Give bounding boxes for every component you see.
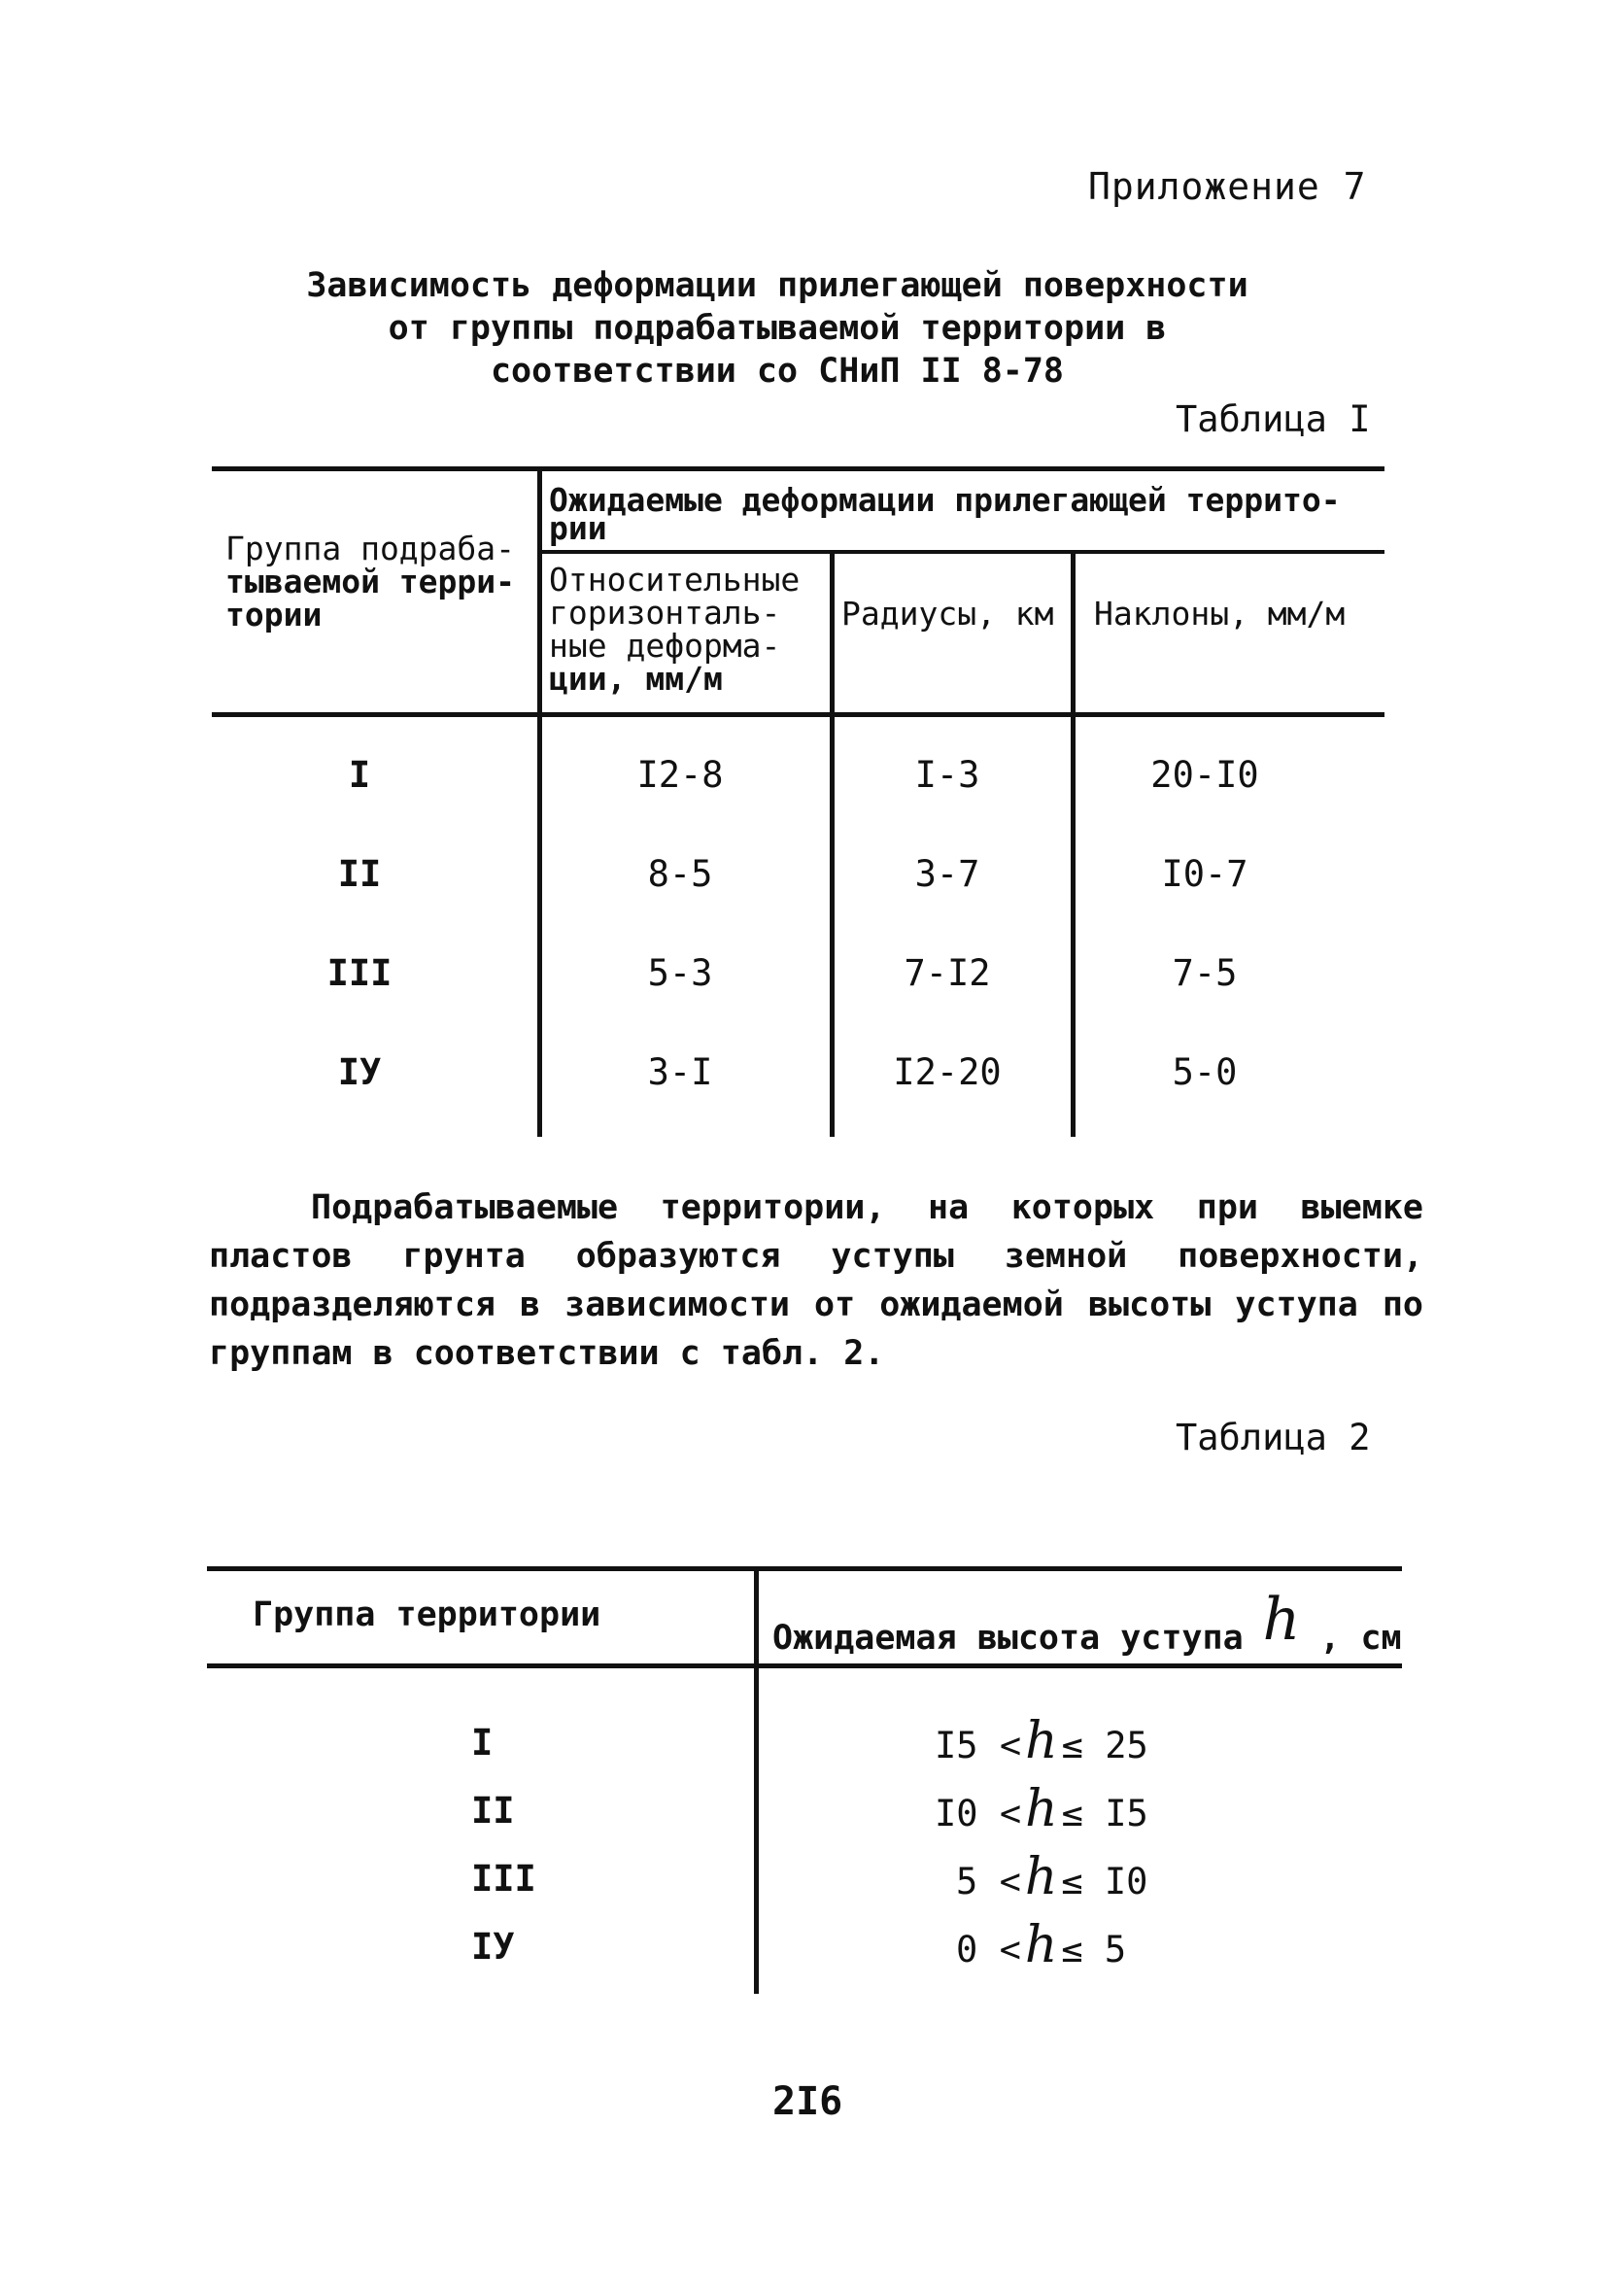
t2-row3-low: 5 <box>956 1861 978 1902</box>
t2-row2-group: II <box>471 1790 515 1832</box>
t1-row2-group: II <box>337 853 382 895</box>
t1-row3-tilt: 7-5 <box>1172 952 1238 994</box>
t2-row4-range <box>956 1916 1126 1974</box>
t2-row1-high: 25 <box>1105 1725 1148 1766</box>
appendix-label: Приложение 7 <box>1088 165 1367 208</box>
t2-row3-high: I0 <box>1104 1861 1148 1902</box>
table1-caption: Таблица I <box>1176 398 1371 440</box>
t2-col2-header-unit: , см <box>1319 1619 1402 1658</box>
t1-span-header <box>549 481 1341 547</box>
t2-col1-header: Группа территории <box>253 1595 601 1634</box>
t2-row2-low: I0 <box>935 1793 978 1834</box>
t2-row3-op2: ≤ <box>1061 1861 1083 1902</box>
t1-sub1-l1: Относительные <box>549 561 801 599</box>
t2-row1-group: I <box>471 1722 494 1764</box>
h-symbol: h <box>1262 1586 1301 1654</box>
table1-vrule-1 <box>537 466 542 1137</box>
title-line-1: Зависимость деформации прилегающей поверхности <box>306 266 1248 305</box>
t2-row1-op2: ≤ <box>1061 1725 1083 1766</box>
body-paragraph: Подрабатываемые территории, на которых при выемке пластов грунта образуются уступы земной поверхности, подразделяются в зависимости от ожидаемой высоты уступа по группам в соответствии с табл. 2. <box>209 1188 1423 1373</box>
title-line-2: от группы подрабатываемой территории в <box>388 309 1167 348</box>
table2-vrule <box>754 1566 759 1994</box>
t2-row1-sym: h <box>1025 1712 1058 1770</box>
table1-subheader-rule <box>537 550 1384 554</box>
t1-row2-tilt: I0-7 <box>1161 853 1248 895</box>
t1-row3-radius: 7-I2 <box>904 952 991 994</box>
t2-row2-sym: h <box>1025 1780 1058 1838</box>
t1-span-header-l2: рии <box>549 509 607 547</box>
t1-col1-header-l2: тываемой терри- <box>225 563 516 600</box>
t2-row4-group: IУ <box>471 1926 515 1968</box>
t2-row2-high: I5 <box>1105 1793 1148 1834</box>
t1-row4-rel: 3-I <box>647 1051 713 1093</box>
t2-row3-sym: h <box>1024 1848 1058 1906</box>
t2-row4-sym: h <box>1024 1916 1058 1974</box>
table1-top-rule <box>212 466 1384 471</box>
t1-span-header-l1: Ожидаемые деформации прилегающей террито- <box>549 481 1341 519</box>
t2-row4-op2: ≤ <box>1061 1929 1083 1970</box>
t1-col1-header <box>225 532 515 632</box>
t1-row3-rel: 5-3 <box>647 952 713 994</box>
t1-sub2-header: Радиусы, км <box>841 595 1054 633</box>
t1-sub1-header <box>549 561 801 698</box>
page-number: 2I6 <box>772 2079 843 2124</box>
t1-row2-rel: 8-5 <box>647 853 713 895</box>
table1-vrule-3 <box>1071 550 1076 1137</box>
t2-row2-op2: ≤ <box>1061 1793 1083 1834</box>
t1-row2-radius: 3-7 <box>914 853 980 895</box>
t1-sub1-l4: ции, мм/м <box>549 660 723 698</box>
t1-sub3-header: Наклоны, мм/м <box>1094 595 1346 633</box>
table1-header-bottom-rule <box>212 712 1384 717</box>
t2-row4-high: 5 <box>1104 1929 1127 1970</box>
t1-row1-radius: I-3 <box>914 754 980 796</box>
t2-row1-op1: < <box>999 1725 1022 1766</box>
t1-row4-tilt: 5-0 <box>1172 1051 1238 1093</box>
t1-row4-radius: I2-20 <box>893 1051 1002 1093</box>
t1-row4-group: IУ <box>337 1051 382 1093</box>
t2-row3-op1: < <box>999 1861 1021 1902</box>
table2-caption: Таблица 2 <box>1176 1417 1371 1458</box>
document-title <box>291 264 1263 393</box>
t2-col2-header-text: Ожидаемая высота уступа <box>772 1619 1244 1658</box>
t1-row1-group: I <box>348 754 371 796</box>
t1-row3-group: III <box>326 952 393 994</box>
t2-row3-range <box>956 1848 1147 1906</box>
t2-row4-low: 0 <box>956 1929 978 1970</box>
t2-row2-op1: < <box>999 1793 1022 1834</box>
t2-row4-op1: < <box>999 1929 1021 1970</box>
t1-row1-tilt: 20-I0 <box>1150 754 1259 796</box>
t1-col1-header-l3: тории <box>225 596 323 634</box>
title-line-3: соответствии со СНиП II 8-78 <box>490 352 1064 391</box>
t2-row1-range <box>935 1712 1148 1770</box>
t1-col1-header-l1: Группа подраба- <box>225 530 516 567</box>
table2-top-rule <box>207 1566 1402 1571</box>
table1-vrule-2 <box>830 550 835 1137</box>
t2-row1-low: I5 <box>935 1725 978 1766</box>
table2-header-bottom-rule <box>207 1663 1402 1668</box>
t2-row2-range <box>935 1780 1148 1838</box>
t2-row3-group: III <box>471 1858 536 1900</box>
t1-sub1-l2: горизонталь- <box>549 594 781 632</box>
t2-col2-header <box>772 1586 1402 1663</box>
t1-row1-rel: I2-8 <box>636 754 724 796</box>
t1-sub1-l3: ные деформа- <box>549 627 781 665</box>
